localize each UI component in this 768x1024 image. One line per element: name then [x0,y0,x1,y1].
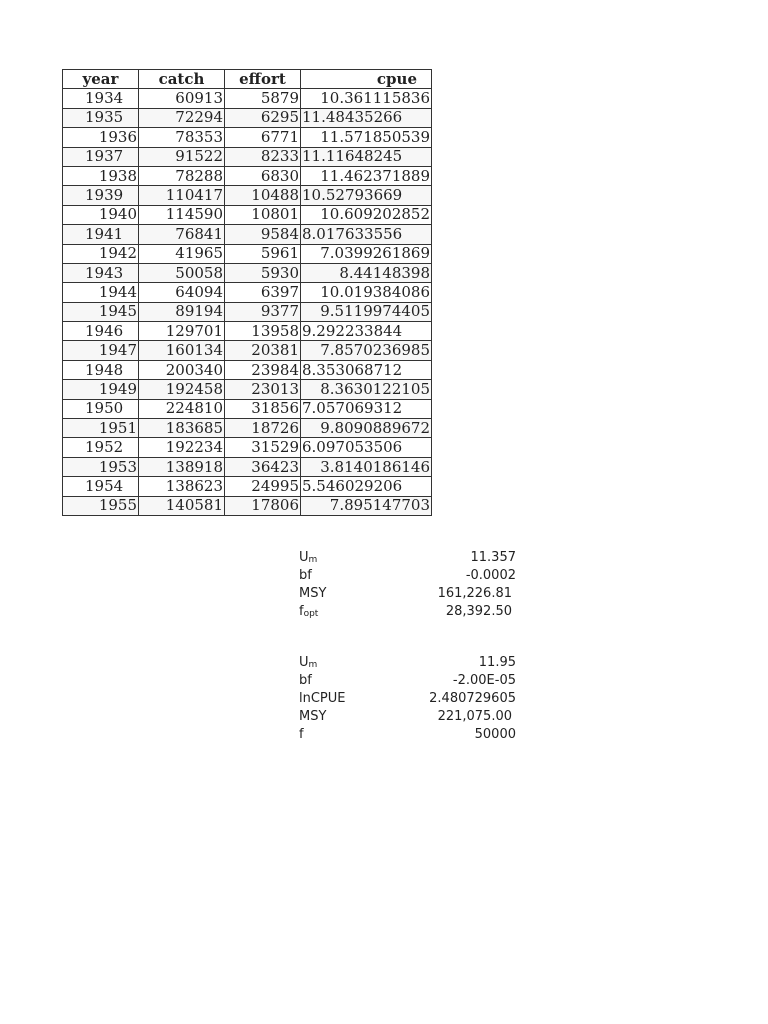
cell-cpue: 10.361115836 [301,89,432,108]
param-label-um: Um [299,655,318,670]
table-row [63,263,432,282]
cell-catch: 89194 [139,302,225,321]
cell-cpue: 11.571850539 [301,128,432,147]
cell-year: 1939 [63,186,139,205]
cell-year: 1945 [63,302,139,321]
param-label-msy: MSY [299,586,327,601]
cell-cpue: 5.546029206 [301,477,432,496]
cell-year: 1947 [63,341,139,360]
cell-catch: 160134 [139,341,225,360]
cell-year: 1936 [63,128,139,147]
cell-catch: 138623 [139,477,225,496]
cell-catch: 64094 [139,283,225,302]
cell-year: 1952 [63,438,139,457]
cell-catch: 140581 [139,496,225,515]
cell-cpue: 9.5119974405 [301,302,432,321]
cell-year: 1941 [63,225,139,244]
param-value-f: 50000 [474,727,516,742]
cell-effort: 8233 [225,147,301,166]
cell-year: 1934 [63,89,139,108]
param-row-lncpue [299,690,516,708]
cell-year: 1946 [63,322,139,341]
param-row-bf [299,567,516,585]
cell-catch: 224810 [139,399,225,418]
cell-effort: 31856 [225,399,301,418]
table-row [63,419,432,438]
cell-effort: 10801 [225,205,301,224]
cell-effort: 23013 [225,380,301,399]
cell-catch: 76841 [139,225,225,244]
cell-catch: 114590 [139,205,225,224]
header-effort: effort [225,70,301,89]
cell-effort: 9377 [225,302,301,321]
fox-model-params [299,654,516,744]
cell-catch: 110417 [139,186,225,205]
cell-cpue: 9.8090889672 [301,419,432,438]
table-row [63,205,432,224]
cell-year: 1940 [63,205,139,224]
param-label-um: Um [299,550,318,565]
header-year: year [63,70,139,89]
cell-cpue: 9.292233844 [301,322,432,341]
param-row-msy [299,708,516,726]
cell-year: 1942 [63,244,139,263]
cell-cpue: 8.017633556 [301,225,432,244]
param-row-fopt [299,603,516,621]
table-row [63,457,432,476]
cell-cpue: 3.8140186146 [301,457,432,476]
cell-year: 1949 [63,380,139,399]
table-row [63,166,432,185]
header-catch: catch [139,70,225,89]
cell-year: 1954 [63,477,139,496]
cell-cpue: 10.52793669 [301,186,432,205]
param-label-fopt: fopt [299,604,319,619]
cell-effort: 6771 [225,128,301,147]
cell-catch: 192234 [139,438,225,457]
cell-effort: 36423 [225,457,301,476]
table-row [63,399,432,418]
cell-cpue: 8.44148398 [301,263,432,282]
cell-effort: 23984 [225,360,301,379]
cell-catch: 91522 [139,147,225,166]
cell-cpue: 7.895147703 [301,496,432,515]
table-row [63,108,432,127]
cell-effort: 9584 [225,225,301,244]
header-row [63,70,432,89]
cell-effort: 6830 [225,166,301,185]
cell-catch: 138918 [139,457,225,476]
table-row [63,341,432,360]
cell-catch: 183685 [139,419,225,438]
param-value-um: 11.95 [478,655,516,670]
cell-cpue: 11.48435266 [301,108,432,127]
cell-effort: 5930 [225,263,301,282]
cell-cpue: 10.609202852 [301,205,432,224]
table-row [63,360,432,379]
param-value-fopt: 28,392.50 [445,604,512,619]
table-row [63,225,432,244]
cell-catch: 78353 [139,128,225,147]
param-value-bf: -2.00E-05 [452,673,516,688]
cell-cpue: 7.057069312 [301,399,432,418]
cell-effort: 5879 [225,89,301,108]
param-value-msy: 161,226.81 [437,586,512,601]
cell-catch: 200340 [139,360,225,379]
table-row [63,147,432,166]
surplus-model-params [299,549,516,621]
cell-year: 1937 [63,147,139,166]
header-cpue: cpue [301,70,432,89]
param-label-msy: MSY [299,709,327,724]
cell-catch: 129701 [139,322,225,341]
param-row-um [299,654,516,672]
param-row-bf [299,672,516,690]
cell-effort: 17806 [225,496,301,515]
cell-effort: 13958 [225,322,301,341]
param-value-um: 11.357 [470,550,516,565]
cell-year: 1955 [63,496,139,515]
cell-effort: 5961 [225,244,301,263]
cell-cpue: 8.353068712 [301,360,432,379]
cell-cpue: 10.019384086 [301,283,432,302]
table-row [63,380,432,399]
cell-effort: 10488 [225,186,301,205]
table-row [63,89,432,108]
param-row-um [299,549,516,567]
table-row [63,128,432,147]
cell-effort: 31529 [225,438,301,457]
table-row [63,496,432,515]
cell-catch: 192458 [139,380,225,399]
cell-year: 1948 [63,360,139,379]
param-value-bf: -0.0002 [465,568,516,583]
cell-catch: 78288 [139,166,225,185]
param-row-f [299,726,516,744]
cell-effort: 6295 [225,108,301,127]
cell-year: 1950 [63,399,139,418]
table-row [63,322,432,341]
table-body [63,89,432,516]
param-label-lncpue: lnCPUE [299,691,346,706]
table-row [63,283,432,302]
table-row [63,244,432,263]
param-label-f: f [299,727,304,742]
cell-effort: 18726 [225,419,301,438]
table-row [63,477,432,496]
cell-cpue: 11.462371889 [301,166,432,185]
cell-effort: 6397 [225,283,301,302]
cell-year: 1943 [63,263,139,282]
cell-year: 1951 [63,419,139,438]
param-value-lncpue: 2.480729605 [429,691,516,706]
table-row [63,438,432,457]
param-row-msy [299,585,516,603]
cell-catch: 50058 [139,263,225,282]
param-label-bf: bf [299,673,312,688]
cell-effort: 20381 [225,341,301,360]
cpue-table [62,69,432,516]
cell-catch: 60913 [139,89,225,108]
cell-cpue: 7.8570236985 [301,341,432,360]
cell-cpue: 6.097053506 [301,438,432,457]
table-row [63,302,432,321]
cell-catch: 41965 [139,244,225,263]
cell-year: 1953 [63,457,139,476]
cell-year: 1944 [63,283,139,302]
cell-cpue: 7.0399261869 [301,244,432,263]
cell-year: 1938 [63,166,139,185]
param-value-msy: 221,075.00 [437,709,512,724]
cell-cpue: 8.3630122105 [301,380,432,399]
cell-year: 1935 [63,108,139,127]
param-label-bf: bf [299,568,312,583]
cell-effort: 24995 [225,477,301,496]
table-row [63,186,432,205]
cell-cpue: 11.11648245 [301,147,432,166]
cell-catch: 72294 [139,108,225,127]
